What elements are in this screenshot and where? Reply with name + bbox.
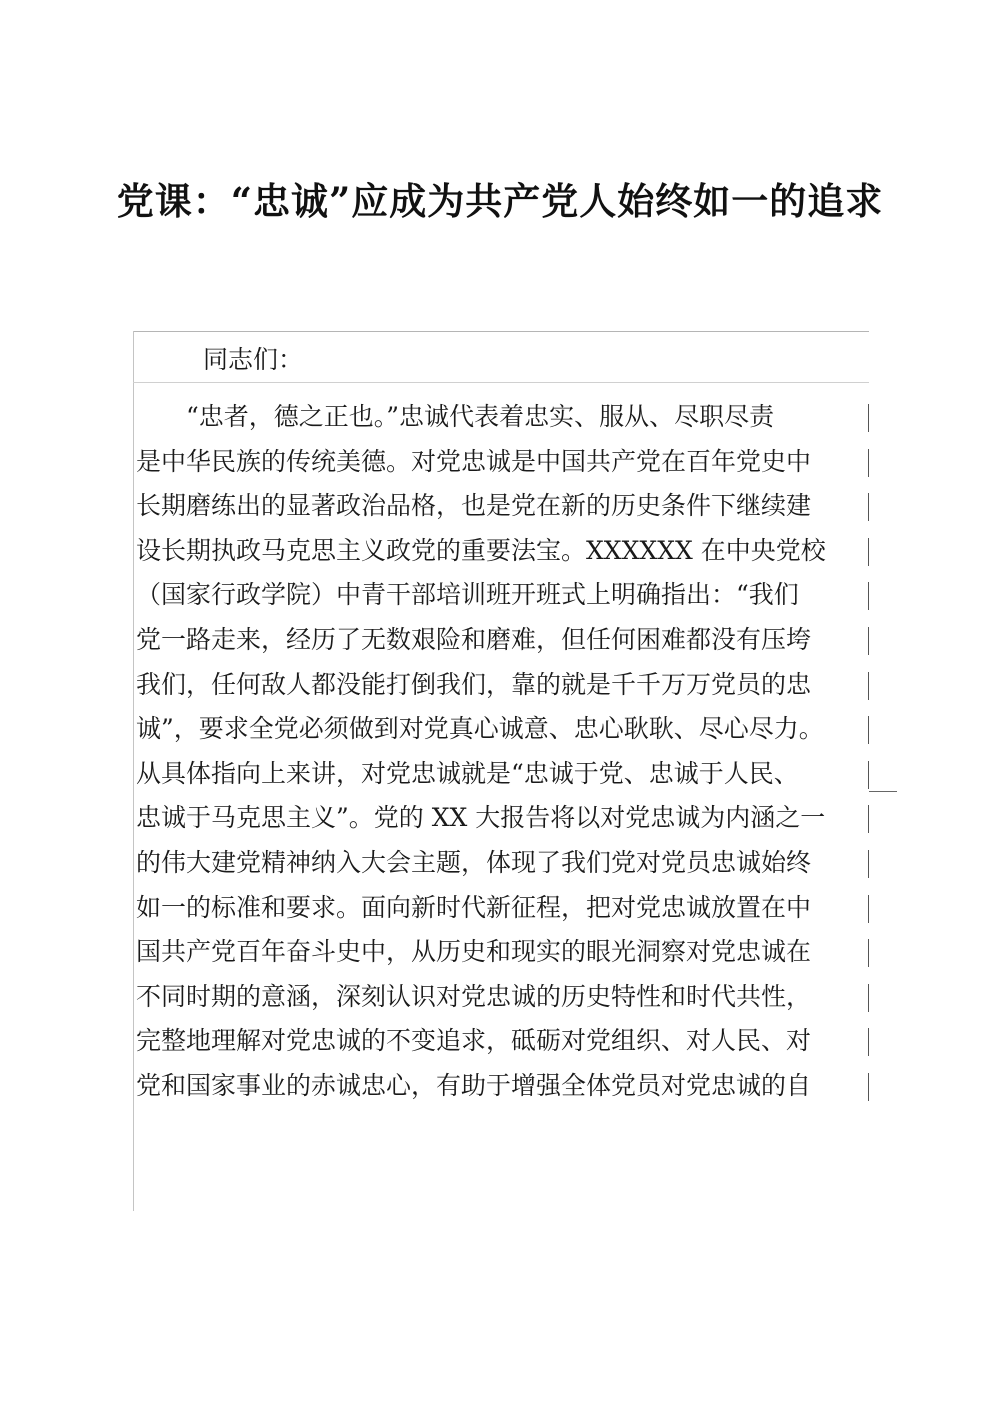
- greeting: 同志们：: [203, 345, 304, 374]
- body-line: [136, 440, 872, 485]
- body-line: [136, 1064, 872, 1109]
- overflow-rule: [869, 791, 897, 792]
- body-line-text: 党和国家事业的赤诚忠心，有助于增强全体党员对党忠诚的自: [136, 1070, 812, 1100]
- greeting-divider: [133, 382, 869, 383]
- body-line-text: （国家行政学院）中青干部培训班开班式上明确指出：“我们: [136, 580, 799, 610]
- line-end-marker: [868, 627, 869, 655]
- body-line: [136, 618, 872, 663]
- document-title: 党课：“忠诚”应成为共产党人始终如一的追求: [116, 179, 884, 223]
- body-line-text: 诚”，要求全党必须做到对党真心诚意、忠心耿耿、尽心尽力。: [136, 714, 824, 744]
- line-end-marker: [868, 895, 869, 923]
- body-line-text: 如一的标准和要求。面向新时代新征程，把对党忠诚放置在中: [136, 892, 812, 922]
- body-line: [136, 707, 872, 752]
- body-line: [136, 484, 872, 529]
- body-line-text: 的伟大建党精神纳入大会主题，体现了我们党对党员忠诚始终: [136, 847, 812, 877]
- line-end-marker: [868, 1073, 869, 1101]
- line-end-marker: [868, 939, 869, 967]
- body-line-text: “忠者，德之正也。”忠诚代表着忠实、服从、尽职尽责: [136, 402, 775, 431]
- body-line-text: 国共产党百年奋斗史中，从历史和现实的眼光洞察对党忠诚在: [136, 937, 812, 967]
- line-end-marker: [868, 404, 869, 432]
- text-frame: [133, 331, 869, 1211]
- line-end-marker: [868, 716, 869, 744]
- body-line: [136, 529, 872, 574]
- line-end-marker: [868, 761, 869, 789]
- line-end-marker: [868, 493, 869, 521]
- body-line-text: 长期磨练出的显著政治品格，也是党在新的历史条件下继续建: [136, 491, 812, 521]
- line-end-marker: [868, 805, 869, 833]
- body-line-text: 是中华民族的传统美德。对党忠诚是中国共产党在百年党史中: [136, 446, 812, 476]
- body-line-text: 从具体指向上来讲，对党忠诚就是“忠诚于党、忠诚于人民、: [136, 758, 799, 788]
- body-line: [136, 395, 872, 440]
- body-paragraph: [136, 395, 872, 1109]
- body-line-text: 我们，任何敌人都没能打倒我们，靠的就是千千万万党员的忠: [136, 669, 812, 699]
- line-end-marker: [868, 984, 869, 1012]
- line-end-marker: [868, 449, 869, 477]
- body-line-text: 设长期执政马克思主义政党的重要法宝。XXXXXX 在中央党校: [136, 535, 826, 565]
- frame-left-border: [133, 331, 134, 1211]
- frame-top-border: [133, 331, 869, 332]
- body-line-text: 不同时期的意涵，深刻认识对党忠诚的历史特性和时代共性，: [136, 981, 812, 1011]
- line-end-marker: [868, 538, 869, 566]
- line-end-marker: [868, 582, 869, 610]
- body-line: [136, 796, 872, 841]
- body-line: [136, 1019, 872, 1064]
- body-line: [136, 841, 872, 886]
- body-line-text: 党一路走来，经历了无数艰险和磨难，但任何困难都没有压垮: [136, 624, 812, 654]
- body-line: [136, 573, 872, 618]
- body-line: [136, 663, 872, 708]
- body-line: [136, 752, 872, 797]
- line-end-marker: [868, 672, 869, 700]
- body-line-text: 忠诚于马克思主义”。党的 XX 大报告将以对党忠诚为内涵之一: [136, 803, 826, 833]
- line-end-marker: [868, 1028, 869, 1056]
- line-end-marker: [868, 850, 869, 878]
- body-line: [136, 930, 872, 975]
- body-line: [136, 886, 872, 931]
- body-line: [136, 975, 872, 1020]
- body-line-text: 完整地理解对党忠诚的不变追求，砥砺对党组织、对人民、对: [136, 1026, 812, 1056]
